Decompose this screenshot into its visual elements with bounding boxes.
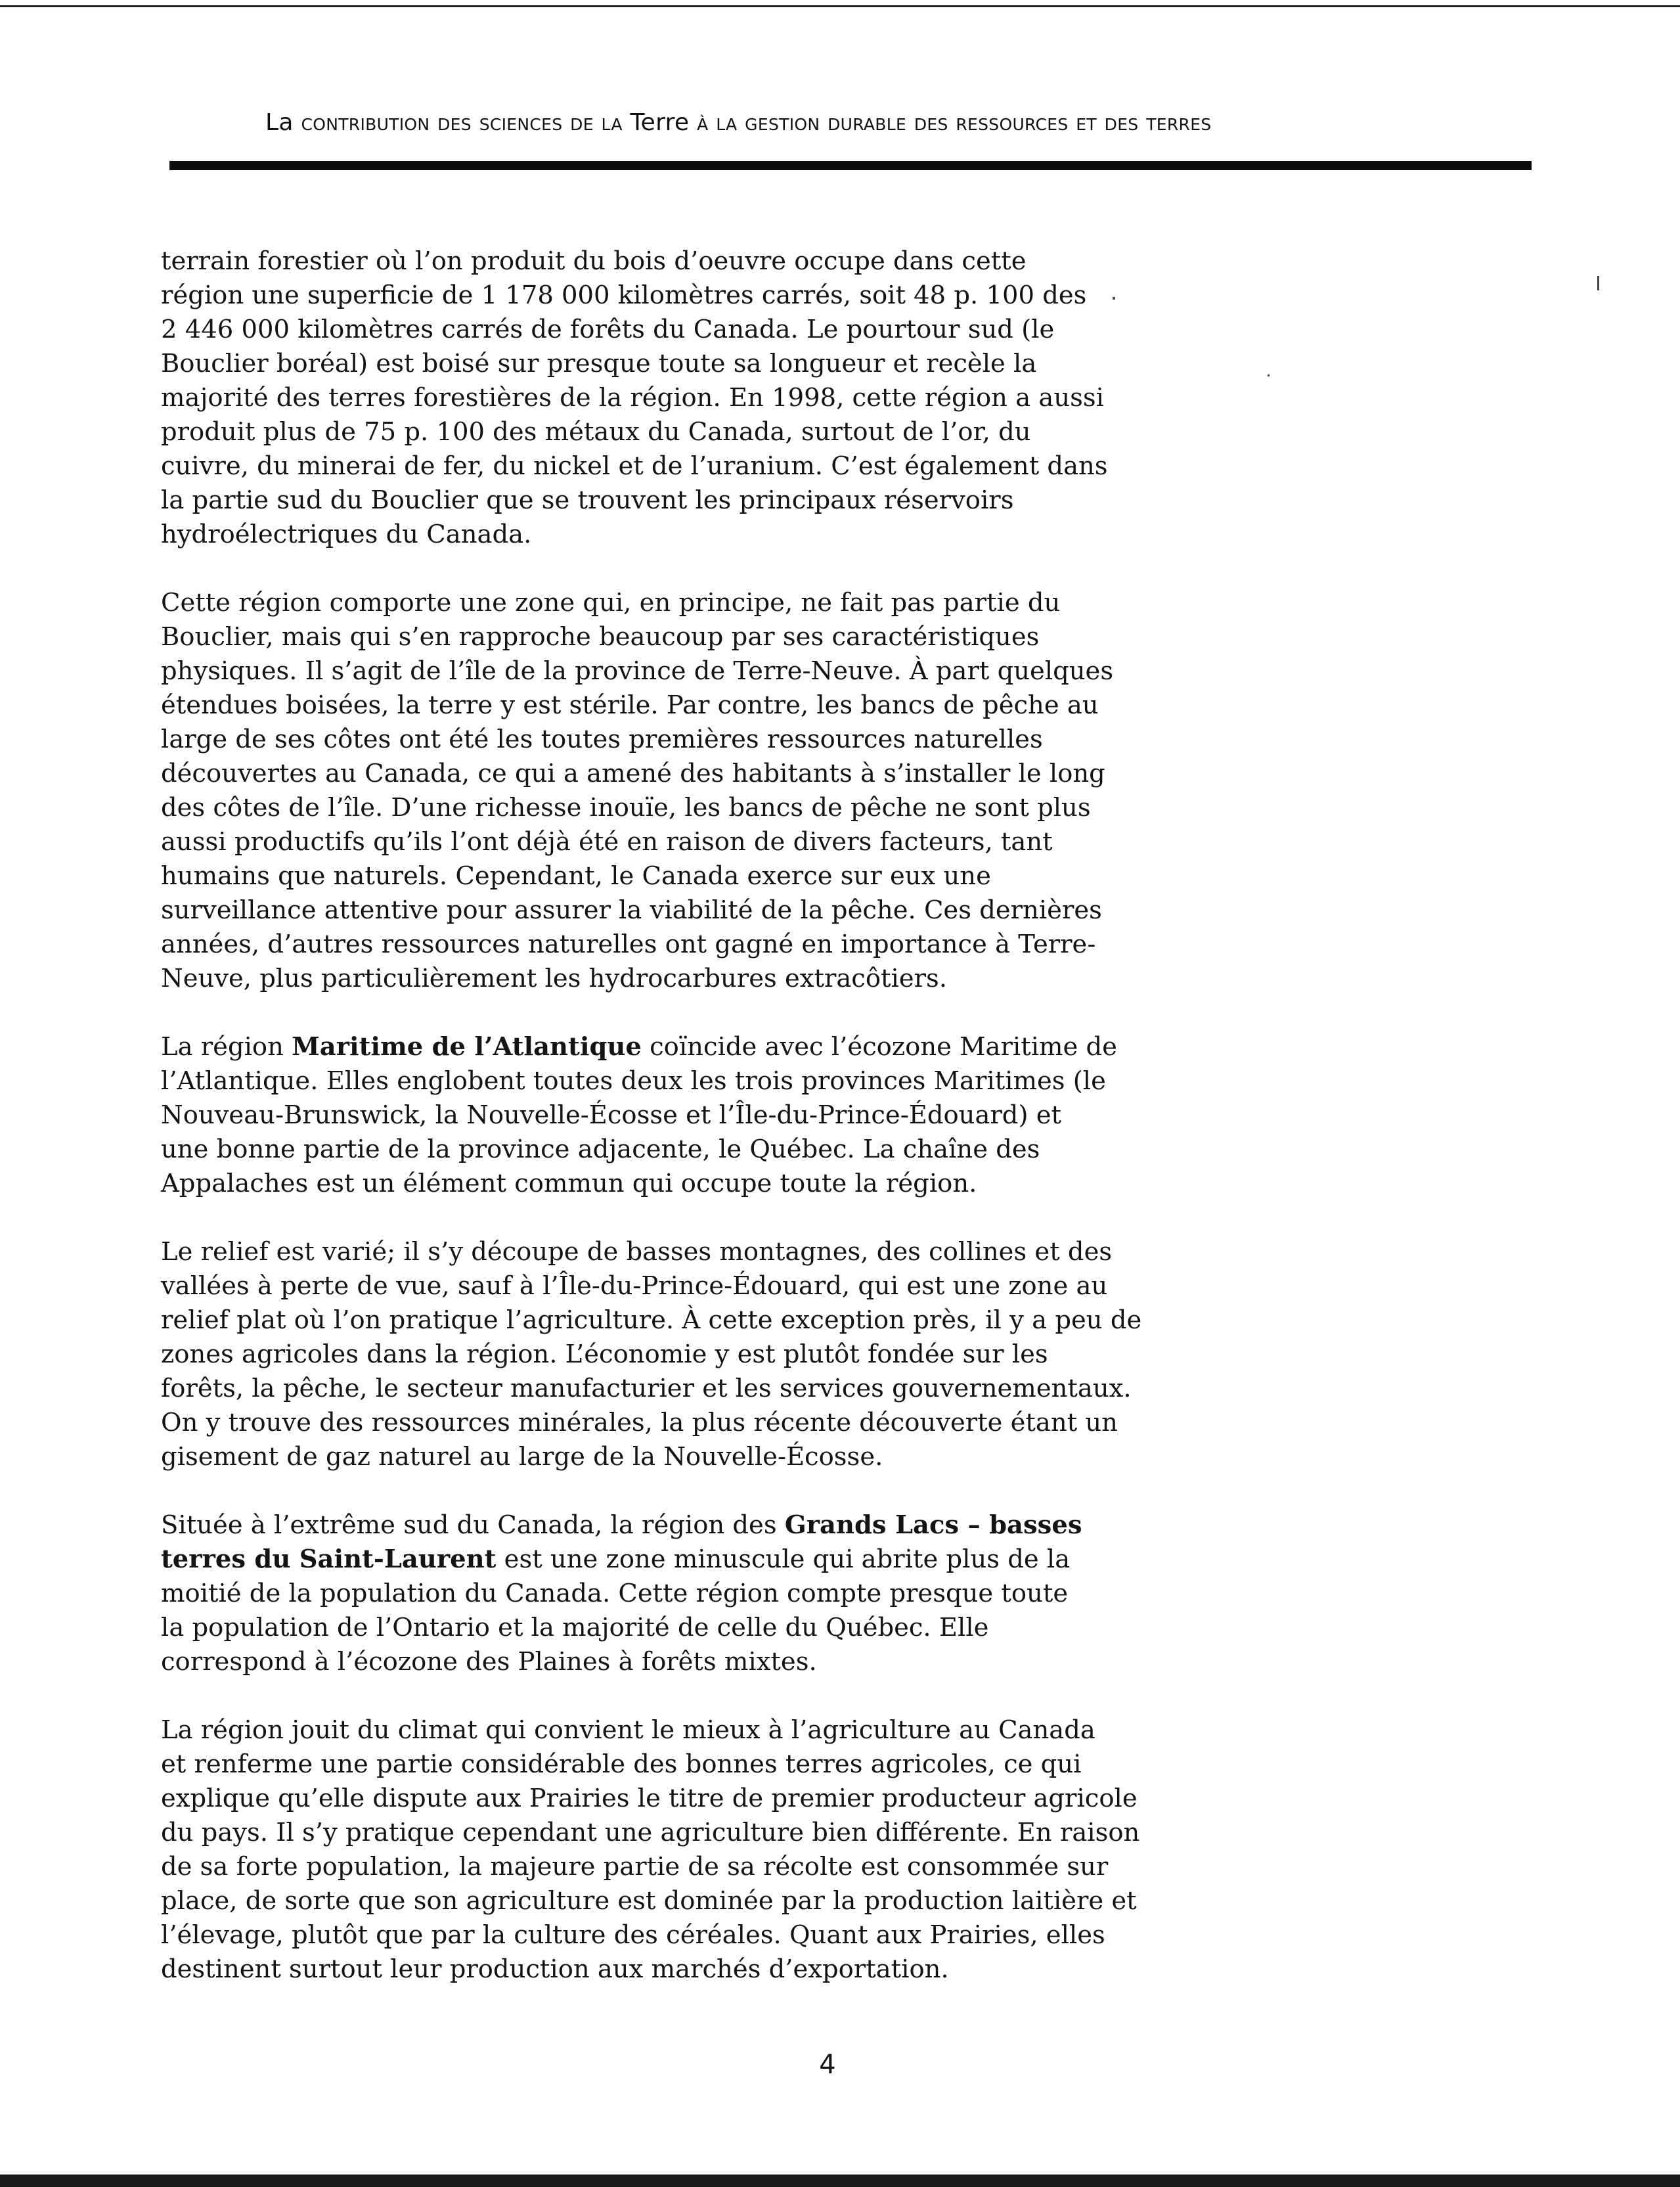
text-line bbox=[161, 313, 1120, 347]
text-line bbox=[161, 1235, 1120, 1269]
text-line bbox=[161, 1098, 1120, 1133]
text-line bbox=[161, 279, 1120, 313]
text-segment: forêts, la pêche, le secteur manufacturier et les services gouvernementaux. bbox=[161, 1374, 1132, 1403]
text-line bbox=[161, 347, 1120, 381]
running-header bbox=[265, 109, 1434, 136]
text-line bbox=[161, 1372, 1132, 1406]
text-segment: et renferme une partie considérable des bonnes terres agricoles, ce qui bbox=[161, 1749, 1082, 1779]
text-line bbox=[161, 484, 1120, 518]
text-line bbox=[161, 723, 1120, 757]
text-line bbox=[161, 586, 1120, 620]
scan-top-edge-line bbox=[0, 5, 1680, 7]
paragraph bbox=[161, 1508, 1120, 1679]
paragraph bbox=[161, 1030, 1120, 1201]
text-segment: de sa forte population, la majeure partie de sa récolte est consommée sur bbox=[161, 1852, 1109, 1882]
text-segment: explique qu’elle dispute aux Prairies le titre de premier producteur agricole bbox=[161, 1784, 1138, 1813]
paragraph bbox=[161, 586, 1120, 996]
text-segment: physiques. Il s’agit de l’île de la province de Terre-Neuve. À part quelques bbox=[161, 656, 1114, 686]
text-line bbox=[161, 1338, 1120, 1372]
text-segment: des côtes de l’île. D’une richesse inouïe, les bancs de pêche ne sont plus bbox=[161, 793, 1091, 823]
header-title-part: La bbox=[265, 109, 301, 136]
text-segment: la population de l’Ontario et la majorité de celle du Québec. Elle bbox=[161, 1613, 989, 1642]
bold-region-name: Grands Lacs – basses bbox=[784, 1510, 1082, 1540]
text-line bbox=[161, 859, 1120, 893]
text-segment: Neuve, plus particulièrement les hydrocarbures extracôtiers. bbox=[161, 964, 948, 993]
text-line bbox=[161, 1133, 1120, 1167]
text-line bbox=[161, 1303, 1142, 1338]
text-segment: années, d’autres ressources naturelles ont gagné en importance à Terre- bbox=[161, 930, 1096, 959]
text-line bbox=[161, 518, 1120, 552]
header-title-part: Terre bbox=[630, 109, 697, 136]
text-line bbox=[161, 1713, 1120, 1747]
header-title-part: contribution des sciences de la bbox=[301, 109, 630, 136]
text-segment: cuivre, du minerai de fer, du nickel et de l’uranium. C’est également dans bbox=[161, 451, 1108, 481]
paragraph bbox=[161, 1713, 1140, 1987]
text-line bbox=[161, 791, 1120, 825]
text-line bbox=[161, 381, 1120, 415]
text-segment: l’Atlantique. Elles englobent toutes deux les trois provinces Maritimes (le bbox=[161, 1066, 1106, 1096]
scan-speck bbox=[1597, 276, 1599, 290]
text-segment: la partie sud du Bouclier que se trouvent les principaux réservoirs bbox=[161, 485, 1014, 515]
text-segment: région une superficie de 1 178 000 kilomètres carrés, soit 48 p. 100 des bbox=[161, 281, 1087, 310]
text-segment: humains que naturels. Cependant, le Canada exerce sur eux une bbox=[161, 861, 991, 891]
text-line bbox=[161, 449, 1120, 484]
text-segment: aussi productifs qu’ils l’ont déjà été en raison de divers facteurs, tant bbox=[161, 827, 1053, 857]
text-line bbox=[161, 1064, 1120, 1098]
text-segment: Le relief est varié; il s’y découpe de basses montagnes, des collines et des bbox=[161, 1237, 1113, 1267]
text-segment: moitié de la population du Canada. Cette région compte presque toute bbox=[161, 1579, 1069, 1608]
text-segment: Appalaches est un élément commun qui occupe toute la région. bbox=[161, 1169, 977, 1198]
text-segment: vallées à perte de vue, sauf à l’Île-du-Prince-Édouard, qui est une zone au bbox=[161, 1271, 1108, 1301]
page-number: 4 bbox=[819, 2050, 836, 2080]
text-segment: Cette région comporte une zone qui, en principe, ne fait pas partie du bbox=[161, 588, 1061, 618]
body-text bbox=[161, 244, 1142, 1987]
text-line bbox=[161, 1611, 1120, 1645]
text-segment: destinent surtout leur production aux marchés d’exportation. bbox=[161, 1954, 949, 1984]
text-segment: On y trouve des ressources minérales, la plus récente découverte étant un bbox=[161, 1408, 1118, 1437]
text-line bbox=[161, 1508, 1120, 1543]
text-segment: La région bbox=[161, 1032, 292, 1062]
text-segment: zones agricoles dans la région. L’économie y est plutôt fondée sur les bbox=[161, 1340, 1048, 1369]
text-segment: gisement de gaz naturel au large de la Nouvelle-Écosse. bbox=[161, 1442, 883, 1472]
text-line bbox=[161, 1918, 1120, 1952]
text-line bbox=[161, 1816, 1140, 1850]
text-line bbox=[161, 1406, 1120, 1440]
paragraph bbox=[161, 244, 1120, 552]
text-segment: Située à l’extrême sud du Canada, la région des bbox=[161, 1510, 785, 1540]
scan-speck bbox=[1268, 374, 1270, 376]
text-line bbox=[161, 1269, 1120, 1303]
text-segment: terrain forestier où l’on produit du bois d’oeuvre occupe dans cette bbox=[161, 246, 1027, 276]
text-segment: majorité des terres forestières de la région. En 1998, cette région a aussi bbox=[161, 383, 1104, 413]
text-line bbox=[161, 415, 1120, 449]
text-line bbox=[161, 1850, 1120, 1884]
text-segment: 2 446 000 kilomètres carrés de forêts du Canada. Le pourtour sud (le bbox=[161, 315, 1055, 344]
text-line bbox=[161, 928, 1120, 962]
text-line bbox=[161, 1440, 1120, 1474]
text-line bbox=[161, 1645, 1120, 1679]
text-segment: La région jouit du climat qui convient le mieux à l’agriculture au Canada bbox=[161, 1715, 1095, 1745]
text-line bbox=[161, 1747, 1120, 1782]
text-line bbox=[161, 688, 1120, 723]
text-line bbox=[161, 893, 1120, 928]
text-segment: coïncide avec l’écozone Maritime de bbox=[641, 1032, 1117, 1062]
text-segment: Bouclier, mais qui s’en rapproche beaucoup par ses caractéristiques bbox=[161, 622, 1040, 652]
text-line bbox=[161, 1884, 1137, 1918]
text-line bbox=[161, 1952, 1120, 1987]
text-line bbox=[161, 620, 1120, 654]
text-line bbox=[161, 962, 1120, 996]
text-segment: une bonne partie de la province adjacente, le Québec. La chaîne des bbox=[161, 1135, 1040, 1164]
text-segment: Bouclier boréal) est boisé sur presque toute sa longueur et recèle la bbox=[161, 349, 1037, 378]
text-line bbox=[161, 1577, 1120, 1611]
text-segment: place, de sorte que son agriculture est dominée par la production laitière et bbox=[161, 1886, 1137, 1916]
text-line bbox=[161, 825, 1120, 859]
text-line bbox=[161, 757, 1120, 791]
paragraph bbox=[161, 1235, 1142, 1474]
scan-bottom-edge bbox=[0, 2175, 1680, 2187]
text-segment: produit plus de 75 p. 100 des métaux du Canada, surtout de l’or, du bbox=[161, 417, 1031, 447]
text-segment: large de ses côtes ont été les toutes premières ressources naturelles bbox=[161, 725, 1043, 754]
text-segment: correspond à l’écozone des Plaines à forêts mixtes. bbox=[161, 1647, 817, 1677]
header-title-part: à la gestion durable des ressources et des terres bbox=[697, 109, 1212, 136]
text-segment: hydroélectriques du Canada. bbox=[161, 520, 532, 549]
text-line bbox=[161, 1543, 1120, 1577]
text-line bbox=[161, 1167, 1120, 1201]
text-segment: étendues boisées, la terre y est stérile. Par contre, les bancs de pêche au bbox=[161, 690, 1099, 720]
header-rule bbox=[169, 161, 1532, 170]
bold-region-name: Maritime de l’Atlantique bbox=[292, 1032, 642, 1062]
bold-region-name: terres du Saint-Laurent bbox=[161, 1544, 497, 1574]
text-segment: surveillance attentive pour assurer la viabilité de la pêche. Ces dernières bbox=[161, 895, 1102, 925]
text-segment: l’élevage, plutôt que par la culture des céréales. Quant aux Prairies, elles bbox=[161, 1920, 1105, 1950]
text-line bbox=[161, 244, 1120, 279]
text-segment: Nouveau-Brunswick, la Nouvelle-Écosse et l’Île-du-Prince-Édouard) et bbox=[161, 1100, 1061, 1130]
text-segment: du pays. Il s’y pratique cependant une agriculture bien différente. En raison bbox=[161, 1818, 1140, 1847]
text-line bbox=[161, 1030, 1120, 1064]
text-segment: découvertes au Canada, ce qui a amené des habitants à s’installer le long bbox=[161, 759, 1105, 788]
text-line bbox=[161, 654, 1120, 688]
text-line bbox=[161, 1782, 1138, 1816]
text-segment: est une zone minuscule qui abrite plus de la bbox=[496, 1544, 1071, 1574]
text-segment: relief plat où l’on pratique l’agriculture. À cette exception près, il y a peu de bbox=[161, 1305, 1142, 1335]
scan-speck bbox=[1113, 297, 1115, 300]
